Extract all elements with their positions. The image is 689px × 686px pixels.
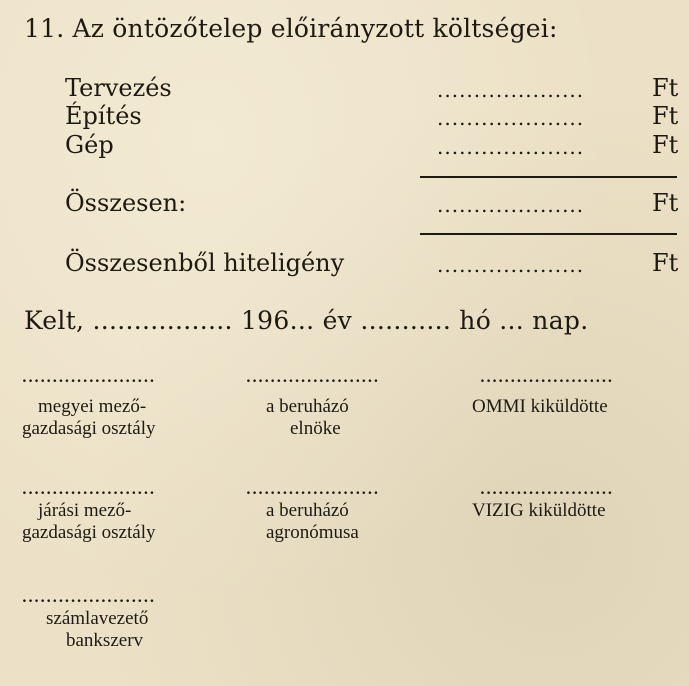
signature-label-vizig: VIZIG kiküldötte (472, 500, 606, 521)
total-unit: Ft (652, 189, 679, 217)
signature-line-megyei: ...................... (22, 370, 156, 386)
date-line: Kelt, ................. 196... év ........... hó ... nap. (24, 306, 589, 335)
signature-label-ommi: OMMI kiküldötte (472, 396, 608, 417)
signature-label-bank-2: bankszerv (66, 630, 144, 651)
total-amount: .................... (437, 193, 585, 217)
sum-rule-top (420, 176, 677, 178)
signature-line-vizig: ...................... (480, 482, 614, 498)
cost-unit-epites: Ft (652, 102, 679, 130)
cost-label-tervezes: Tervezés (65, 74, 172, 102)
credit-label: Összesenből hiteligény (65, 249, 345, 277)
cost-unit-tervezes: Ft (652, 74, 679, 102)
signature-line-ommi: ...................... (480, 370, 614, 386)
signature-label-elnok-1: a beruházó (266, 396, 349, 417)
total-label: Összesen: (65, 189, 187, 217)
signature-label-megyei-2: gazdasági osztály (22, 418, 156, 439)
signature-label-bank-1: számlavezető (46, 608, 149, 629)
signature-label-elnok-2: elnöke (290, 418, 341, 439)
cost-label-gep: Gép (65, 131, 114, 159)
signature-line-agronomus: ...................... (246, 482, 380, 498)
signature-label-jarasi-2: gazdasági osztály (22, 522, 156, 543)
signature-label-megyei-1: megyei mező- (38, 396, 147, 417)
signature-line-jarasi: ...................... (22, 482, 156, 498)
credit-amount: .................... (437, 253, 585, 277)
credit-unit: Ft (652, 249, 679, 277)
cost-amount-tervezes: .................... (437, 78, 585, 102)
cost-amount-gep: .................... (437, 135, 585, 159)
signature-label-agronomus-2: agronómusa (266, 522, 359, 543)
cost-amount-epites: .................... (437, 106, 585, 130)
signature-label-jarasi-1: járási mező- (38, 500, 132, 521)
signature-line-elnok: ...................... (246, 370, 380, 386)
cost-label-epites: Építés (65, 102, 142, 130)
sum-rule-bottom (420, 233, 677, 235)
section-heading: 11. Az öntözőtelep előirányzott költségei: (24, 14, 558, 43)
signature-label-agronomus-1: a beruházó (266, 500, 349, 521)
signature-line-bank: ...................... (22, 590, 156, 606)
cost-unit-gep: Ft (652, 131, 679, 159)
